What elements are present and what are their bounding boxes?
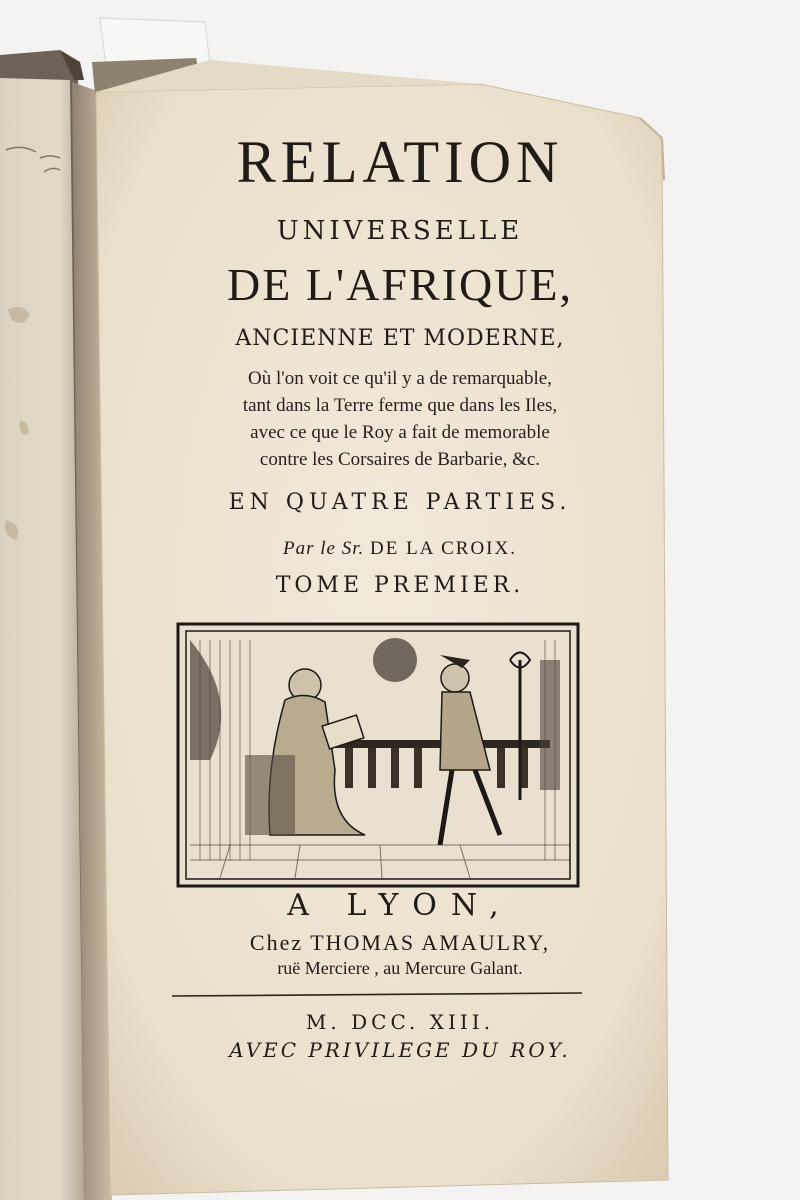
imprint-address: ruë Merciere , au Mercure Galant. [277,958,523,978]
author-name: DE LA CROIX. [370,538,517,559]
description-line: contre les Corsaires de Barbarie, &c. [259,449,541,470]
description-line: avec ce que le Roy a fait de memorable [250,422,550,443]
parts-line: EN QUATRE PARTIES. [228,490,572,515]
volume-line: TOME PREMIER. [275,573,525,598]
imprint-publisher: Chez THOMAS AMAULRY, [249,930,551,955]
title-line-universelle: UNIVERSELLE [276,216,524,246]
imprint-year: M. DCC. XIII. [305,1010,495,1034]
imprint-city: A LYON, [287,888,513,923]
description-line: Où l'on voit ce qu'il y a de remarquable, [248,368,552,389]
woodcut-illustration [178,624,578,886]
title-line-afrique: DE L'AFRIQUE, [226,259,574,310]
title-line-relation: RELATION [236,129,564,195]
royal-privilege: AVEC PRIVILEGE DU ROY. [229,1038,571,1062]
author-line [0,538,800,560]
subtitle-ancienne-moderne: ANCIENNE ET MODERNE, [235,326,565,351]
description-line: tant dans la Terre ferme que dans les Iles, [242,395,558,416]
author-prefix: Par le Sr. [283,538,365,559]
